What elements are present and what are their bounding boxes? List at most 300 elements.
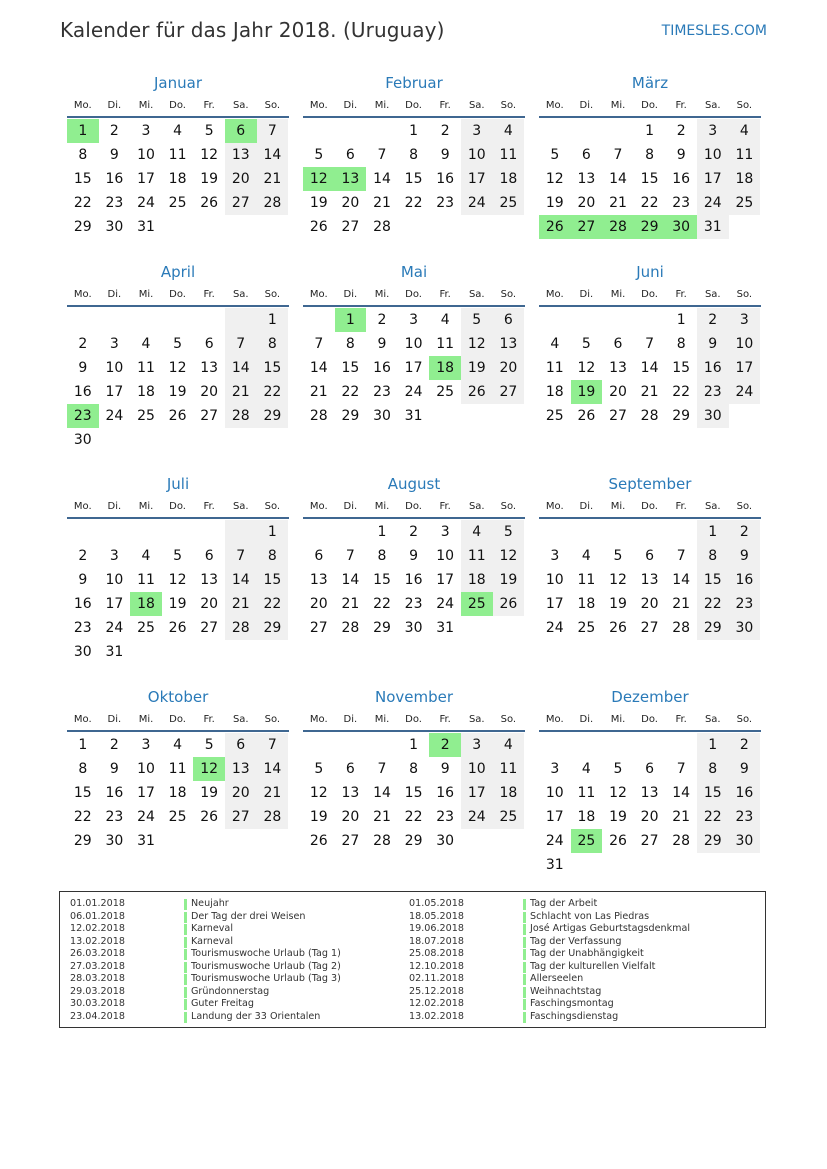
day-cell: 10 [436, 548, 455, 564]
legend-color-marker [184, 987, 187, 998]
legend-color-marker [523, 924, 526, 935]
holiday-day-cell: 25 [461, 592, 493, 616]
weekday-label: So. [736, 288, 753, 300]
weekday-label: Do. [169, 288, 186, 300]
day-cell: 26 [309, 219, 328, 235]
day-cell: 18 [137, 384, 155, 400]
day-cell: 16 [697, 356, 729, 380]
empty-day-cell [162, 640, 194, 664]
empty-day-cell [335, 733, 367, 757]
weekday-label: Fr. [439, 288, 451, 300]
day-cell: 5 [461, 308, 493, 332]
day-cell: 25 [493, 805, 525, 829]
day-cell: 16 [436, 171, 455, 187]
empty-day-cell [303, 520, 335, 544]
day-cell: 26 [609, 620, 627, 636]
weekday-label: Fr. [439, 99, 451, 111]
weekday-label: Sa. [232, 99, 249, 111]
week-row [67, 616, 289, 640]
legend-row [60, 1011, 391, 1024]
day-cell: 17 [404, 360, 423, 376]
month-juli [67, 473, 289, 664]
weekday-label: Sa. [704, 288, 721, 300]
day-cell: 17 [461, 781, 493, 805]
week-row [303, 568, 525, 592]
week-row [67, 191, 289, 215]
week-row [539, 733, 761, 757]
day-cell: 6 [345, 147, 355, 163]
day-cell: 29 [672, 408, 691, 424]
weekday-label: Do. [169, 500, 186, 512]
day-cell: 3 [697, 119, 729, 143]
weekday-label: So. [736, 500, 753, 512]
day-cell: 25 [577, 620, 596, 636]
empty-day-cell [225, 428, 257, 452]
weekday-label: Mo. [545, 99, 564, 111]
day-cell: 5 [314, 761, 324, 777]
legend-color-marker [523, 999, 526, 1010]
day-cell: 25 [137, 620, 155, 636]
empty-day-cell [539, 308, 571, 332]
week-row [303, 308, 525, 332]
week-row [539, 332, 761, 356]
day-cell: 21 [225, 380, 257, 404]
day-cell: 16 [729, 781, 761, 805]
week-row [539, 805, 761, 829]
empty-day-cell [429, 215, 461, 239]
day-cell: 14 [257, 757, 289, 781]
legend-color-marker [523, 912, 526, 923]
day-cell: 13 [609, 360, 627, 376]
day-cell: 4 [581, 548, 591, 564]
weekday-label: Mi. [138, 713, 154, 725]
legend-date: 30.03.2018 [70, 998, 125, 1009]
legend-column-left [60, 898, 391, 1023]
weekday-label: Di. [579, 500, 594, 512]
weekday-header [539, 283, 761, 305]
day-cell: 7 [613, 147, 623, 163]
empty-day-cell [493, 829, 525, 853]
weekday-label: Do. [641, 288, 658, 300]
day-cell: 10 [105, 360, 124, 376]
day-cell: 15 [73, 171, 92, 187]
day-cell: 10 [137, 761, 155, 777]
day-cell: 20 [577, 195, 596, 211]
weekday-label: Do. [641, 713, 658, 725]
day-cell: 29 [697, 616, 729, 640]
day-cell: 9 [78, 572, 88, 588]
legend-date: 18.05.2018 [409, 910, 464, 922]
day-cell: 9 [409, 548, 419, 564]
legend-row [399, 973, 730, 986]
day-cell: 25 [729, 191, 761, 215]
day-cell: 26 [309, 833, 328, 849]
day-cell: 21 [609, 195, 627, 211]
day-cell: 19 [461, 356, 493, 380]
empty-day-cell [257, 215, 289, 239]
holiday-day-cell: 29 [634, 215, 666, 239]
weekday-label: Do. [405, 500, 422, 512]
day-cell: 18 [168, 171, 187, 187]
day-cell: 23 [697, 380, 729, 404]
day-cell: 19 [609, 809, 627, 825]
day-cell: 27 [341, 219, 360, 235]
weekday-label: Sa. [232, 288, 249, 300]
weekday-label: Mi. [374, 288, 390, 300]
weekday-label: So. [500, 99, 517, 111]
weekday-header [67, 283, 289, 305]
weekday-label: Mo. [309, 99, 328, 111]
weekday-label: Fr. [439, 713, 451, 725]
week-row [303, 520, 525, 544]
legend-row [399, 898, 730, 911]
day-cell: 18 [577, 809, 596, 825]
empty-day-cell [335, 520, 367, 544]
weekday-label: Do. [641, 500, 658, 512]
day-cell: 22 [697, 805, 729, 829]
day-cell: 24 [105, 620, 124, 636]
weekday-label: Fr. [675, 288, 687, 300]
weekday-label: Mo. [73, 713, 92, 725]
empty-day-cell [729, 404, 761, 428]
day-cell: 8 [257, 332, 289, 356]
header-rule [67, 116, 289, 118]
legend-row [60, 898, 391, 911]
legend-color-marker [184, 1012, 187, 1023]
week-row [539, 757, 761, 781]
day-cell: 14 [225, 568, 257, 592]
day-cell: 8 [645, 147, 655, 163]
empty-day-cell [99, 308, 131, 332]
holiday-day-cell: 26 [539, 215, 571, 239]
holiday-day-cell: 6 [225, 119, 257, 143]
day-cell: 10 [404, 336, 423, 352]
day-cell: 20 [640, 809, 659, 825]
day-cell: 5 [173, 548, 183, 564]
day-cell: 2 [78, 336, 88, 352]
weekday-label: Do. [641, 99, 658, 111]
empty-day-cell [571, 308, 603, 332]
week-row [67, 520, 289, 544]
day-cell: 24 [697, 191, 729, 215]
week-row [303, 805, 525, 829]
legend-date: 26.03.2018 [70, 948, 125, 959]
empty-day-cell [303, 733, 335, 757]
day-cell: 26 [461, 380, 493, 404]
day-cell: 10 [105, 572, 124, 588]
legend-color-marker [523, 1012, 526, 1023]
week-row [539, 853, 761, 877]
legend-color-marker [523, 899, 526, 910]
holiday-day-cell: 1 [335, 308, 367, 332]
holiday-day-cell: 13 [335, 167, 367, 191]
day-cell: 7 [225, 544, 257, 568]
header-rule [539, 517, 761, 519]
week-row [67, 733, 289, 757]
empty-day-cell [571, 119, 603, 143]
day-cell: 12 [493, 544, 525, 568]
day-cell: 11 [168, 761, 187, 777]
month-title: Dezember [611, 688, 689, 706]
day-cell: 29 [373, 620, 391, 636]
day-cell: 14 [672, 572, 691, 588]
day-cell: 20 [609, 384, 627, 400]
day-cell: 17 [729, 356, 761, 380]
day-cell: 7 [225, 332, 257, 356]
day-cell: 30 [105, 219, 124, 235]
day-cell: 20 [225, 781, 257, 805]
day-cell: 11 [137, 572, 155, 588]
month-november [303, 686, 525, 853]
week-row [539, 356, 761, 380]
weekday-header [303, 94, 525, 116]
week-row [303, 143, 525, 167]
day-cell: 4 [493, 119, 525, 143]
empty-day-cell [193, 428, 225, 452]
day-cell: 26 [609, 833, 627, 849]
week-row [303, 356, 525, 380]
week-row [539, 404, 761, 428]
empty-day-cell [162, 520, 194, 544]
day-cell: 3 [461, 119, 493, 143]
week-row [67, 356, 289, 380]
week-row [539, 544, 761, 568]
day-cell: 23 [729, 805, 761, 829]
header-rule [67, 305, 289, 307]
empty-day-cell [193, 829, 225, 853]
day-cell: 9 [78, 360, 88, 376]
day-cell: 11 [493, 757, 525, 781]
week-row [67, 308, 289, 332]
day-cell: 10 [545, 785, 564, 801]
day-cell: 16 [404, 572, 423, 588]
month-title: Juni [636, 263, 664, 281]
legend-color-marker [523, 949, 526, 960]
day-cell: 9 [377, 336, 387, 352]
day-cell: 26 [200, 195, 219, 211]
day-cell: 3 [109, 336, 119, 352]
day-cell: 20 [225, 167, 257, 191]
empty-day-cell [67, 520, 99, 544]
day-cell: 17 [545, 596, 564, 612]
legend-holiday-name: Tag der Arbeit [530, 898, 598, 909]
day-cell: 5 [550, 147, 560, 163]
month-title: Februar [385, 74, 443, 92]
day-cell: 23 [73, 620, 92, 636]
day-cell: 16 [73, 596, 92, 612]
day-cell: 12 [577, 360, 596, 376]
day-cell: 13 [640, 785, 659, 801]
empty-day-cell [193, 215, 225, 239]
day-cell: 23 [729, 592, 761, 616]
weekday-label: Di. [343, 99, 358, 111]
weekday-label: Sa. [232, 500, 249, 512]
month-dezember [539, 686, 761, 877]
week-row [303, 191, 525, 215]
day-cell: 17 [545, 809, 564, 825]
empty-day-cell [130, 308, 162, 332]
day-cell: 26 [577, 408, 596, 424]
legend-color-marker [184, 962, 187, 973]
empty-day-cell [634, 308, 666, 332]
day-cell: 16 [73, 384, 92, 400]
day-cell: 24 [729, 380, 761, 404]
weekday-label: Fr. [439, 500, 451, 512]
month-title: Juli [166, 475, 190, 493]
day-cell: 27 [200, 620, 219, 636]
legend-holiday-name: Gründonnerstag [191, 985, 270, 997]
day-cell: 11 [577, 572, 596, 588]
empty-day-cell [461, 829, 493, 853]
month-september [539, 473, 761, 640]
empty-day-cell [571, 520, 603, 544]
week-row [303, 119, 525, 143]
day-cell: 27 [609, 408, 627, 424]
day-cell: 6 [613, 336, 623, 352]
day-cell: 23 [436, 809, 455, 825]
empty-day-cell [602, 520, 634, 544]
day-cell: 12 [200, 147, 219, 163]
day-cell: 2 [109, 737, 119, 753]
holiday-day-cell: 19 [571, 380, 603, 404]
week-row [303, 733, 525, 757]
day-cell: 24 [545, 833, 564, 849]
weekday-label: So. [264, 99, 281, 111]
weekday-label: Sa. [468, 288, 485, 300]
weekday-label: Do. [405, 99, 422, 111]
day-cell: 4 [141, 336, 151, 352]
weekday-label: Mi. [610, 99, 626, 111]
day-cell: 18 [493, 781, 525, 805]
legend-date: 01.01.2018 [70, 898, 125, 909]
week-row [67, 805, 289, 829]
day-cell: 29 [697, 829, 729, 853]
week-row [539, 308, 761, 332]
day-cell: 21 [672, 809, 691, 825]
legend-date: 06.01.2018 [70, 910, 125, 922]
legend-color-marker [184, 949, 187, 960]
weekday-label: So. [264, 500, 281, 512]
day-cell: 15 [257, 568, 289, 592]
legend-row [399, 936, 730, 949]
weekday-label: Mo. [545, 288, 564, 300]
week-row [303, 757, 525, 781]
month-märz [539, 72, 761, 239]
day-cell: 11 [461, 544, 493, 568]
day-cell: 22 [373, 596, 391, 612]
header-rule [303, 730, 525, 732]
day-cell: 22 [257, 380, 289, 404]
legend-date: 13.02.2018 [409, 1010, 464, 1022]
day-cell: 22 [73, 195, 92, 211]
day-cell: 11 [137, 360, 155, 376]
legend-holiday-name: Der Tag der drei Weisen [191, 910, 306, 922]
day-cell: 31 [137, 219, 155, 235]
weekday-header [303, 495, 525, 517]
day-cell: 14 [341, 572, 360, 588]
empty-day-cell [335, 119, 367, 143]
day-cell: 12 [168, 572, 187, 588]
day-cell: 24 [105, 408, 124, 424]
legend-row [60, 986, 391, 999]
day-cell: 20 [200, 596, 219, 612]
legend-holiday-name: Tag der kulturellen Vielfalt [530, 960, 656, 972]
day-cell: 1 [676, 312, 686, 328]
day-cell: 18 [577, 596, 596, 612]
day-cell: 17 [436, 572, 455, 588]
weekday-label: So. [264, 713, 281, 725]
day-cell: 2 [377, 312, 387, 328]
empty-day-cell [257, 428, 289, 452]
legend-holiday-name: Neujahr [191, 898, 229, 909]
day-cell: 6 [645, 548, 655, 564]
day-cell: 20 [200, 384, 219, 400]
day-cell: 25 [137, 408, 155, 424]
header-rule [303, 116, 525, 118]
legend-row [399, 1011, 730, 1024]
day-cell: 7 [345, 548, 355, 564]
empty-day-cell [571, 733, 603, 757]
week-row [539, 829, 761, 853]
site-link[interactable]: TIMESLES.COM [661, 23, 767, 39]
day-cell: 3 [550, 761, 560, 777]
day-cell: 27 [200, 408, 219, 424]
weekday-label: Di. [107, 288, 122, 300]
month-title: September [608, 475, 692, 493]
day-cell: 31 [436, 620, 455, 636]
day-cell: 27 [225, 191, 257, 215]
day-cell: 28 [672, 833, 691, 849]
day-cell: 29 [404, 833, 423, 849]
day-cell: 21 [225, 592, 257, 616]
day-cell: 16 [672, 171, 691, 187]
legend-row [399, 923, 730, 936]
day-cell: 14 [640, 360, 659, 376]
day-cell: 3 [141, 737, 151, 753]
day-cell: 9 [729, 544, 761, 568]
weekday-label: Fr. [675, 500, 687, 512]
weekday-label: Di. [107, 713, 122, 725]
weekday-label: Mi. [138, 288, 154, 300]
day-cell: 25 [436, 384, 455, 400]
day-cell: 24 [545, 620, 564, 636]
weekday-header [67, 495, 289, 517]
legend-date: 01.05.2018 [409, 898, 464, 909]
week-row [67, 404, 289, 428]
holiday-day-cell: 28 [602, 215, 634, 239]
holiday-day-cell: 1 [67, 119, 99, 143]
legend-holiday-name: Karneval [191, 923, 233, 934]
week-row [539, 592, 761, 616]
day-cell: 22 [640, 195, 659, 211]
legend-row [60, 911, 391, 924]
weekday-label: Di. [579, 713, 594, 725]
day-cell: 3 [461, 733, 493, 757]
day-cell: 18 [493, 167, 525, 191]
weekday-label: Mo. [309, 500, 328, 512]
day-cell: 20 [341, 809, 360, 825]
day-cell: 14 [672, 785, 691, 801]
day-cell: 28 [341, 620, 360, 636]
day-cell: 18 [729, 167, 761, 191]
day-cell: 4 [461, 520, 493, 544]
legend-row [60, 923, 391, 936]
day-cell: 15 [373, 572, 391, 588]
day-cell: 13 [577, 171, 596, 187]
week-row [539, 191, 761, 215]
day-cell: 4 [173, 737, 183, 753]
empty-day-cell [99, 520, 131, 544]
